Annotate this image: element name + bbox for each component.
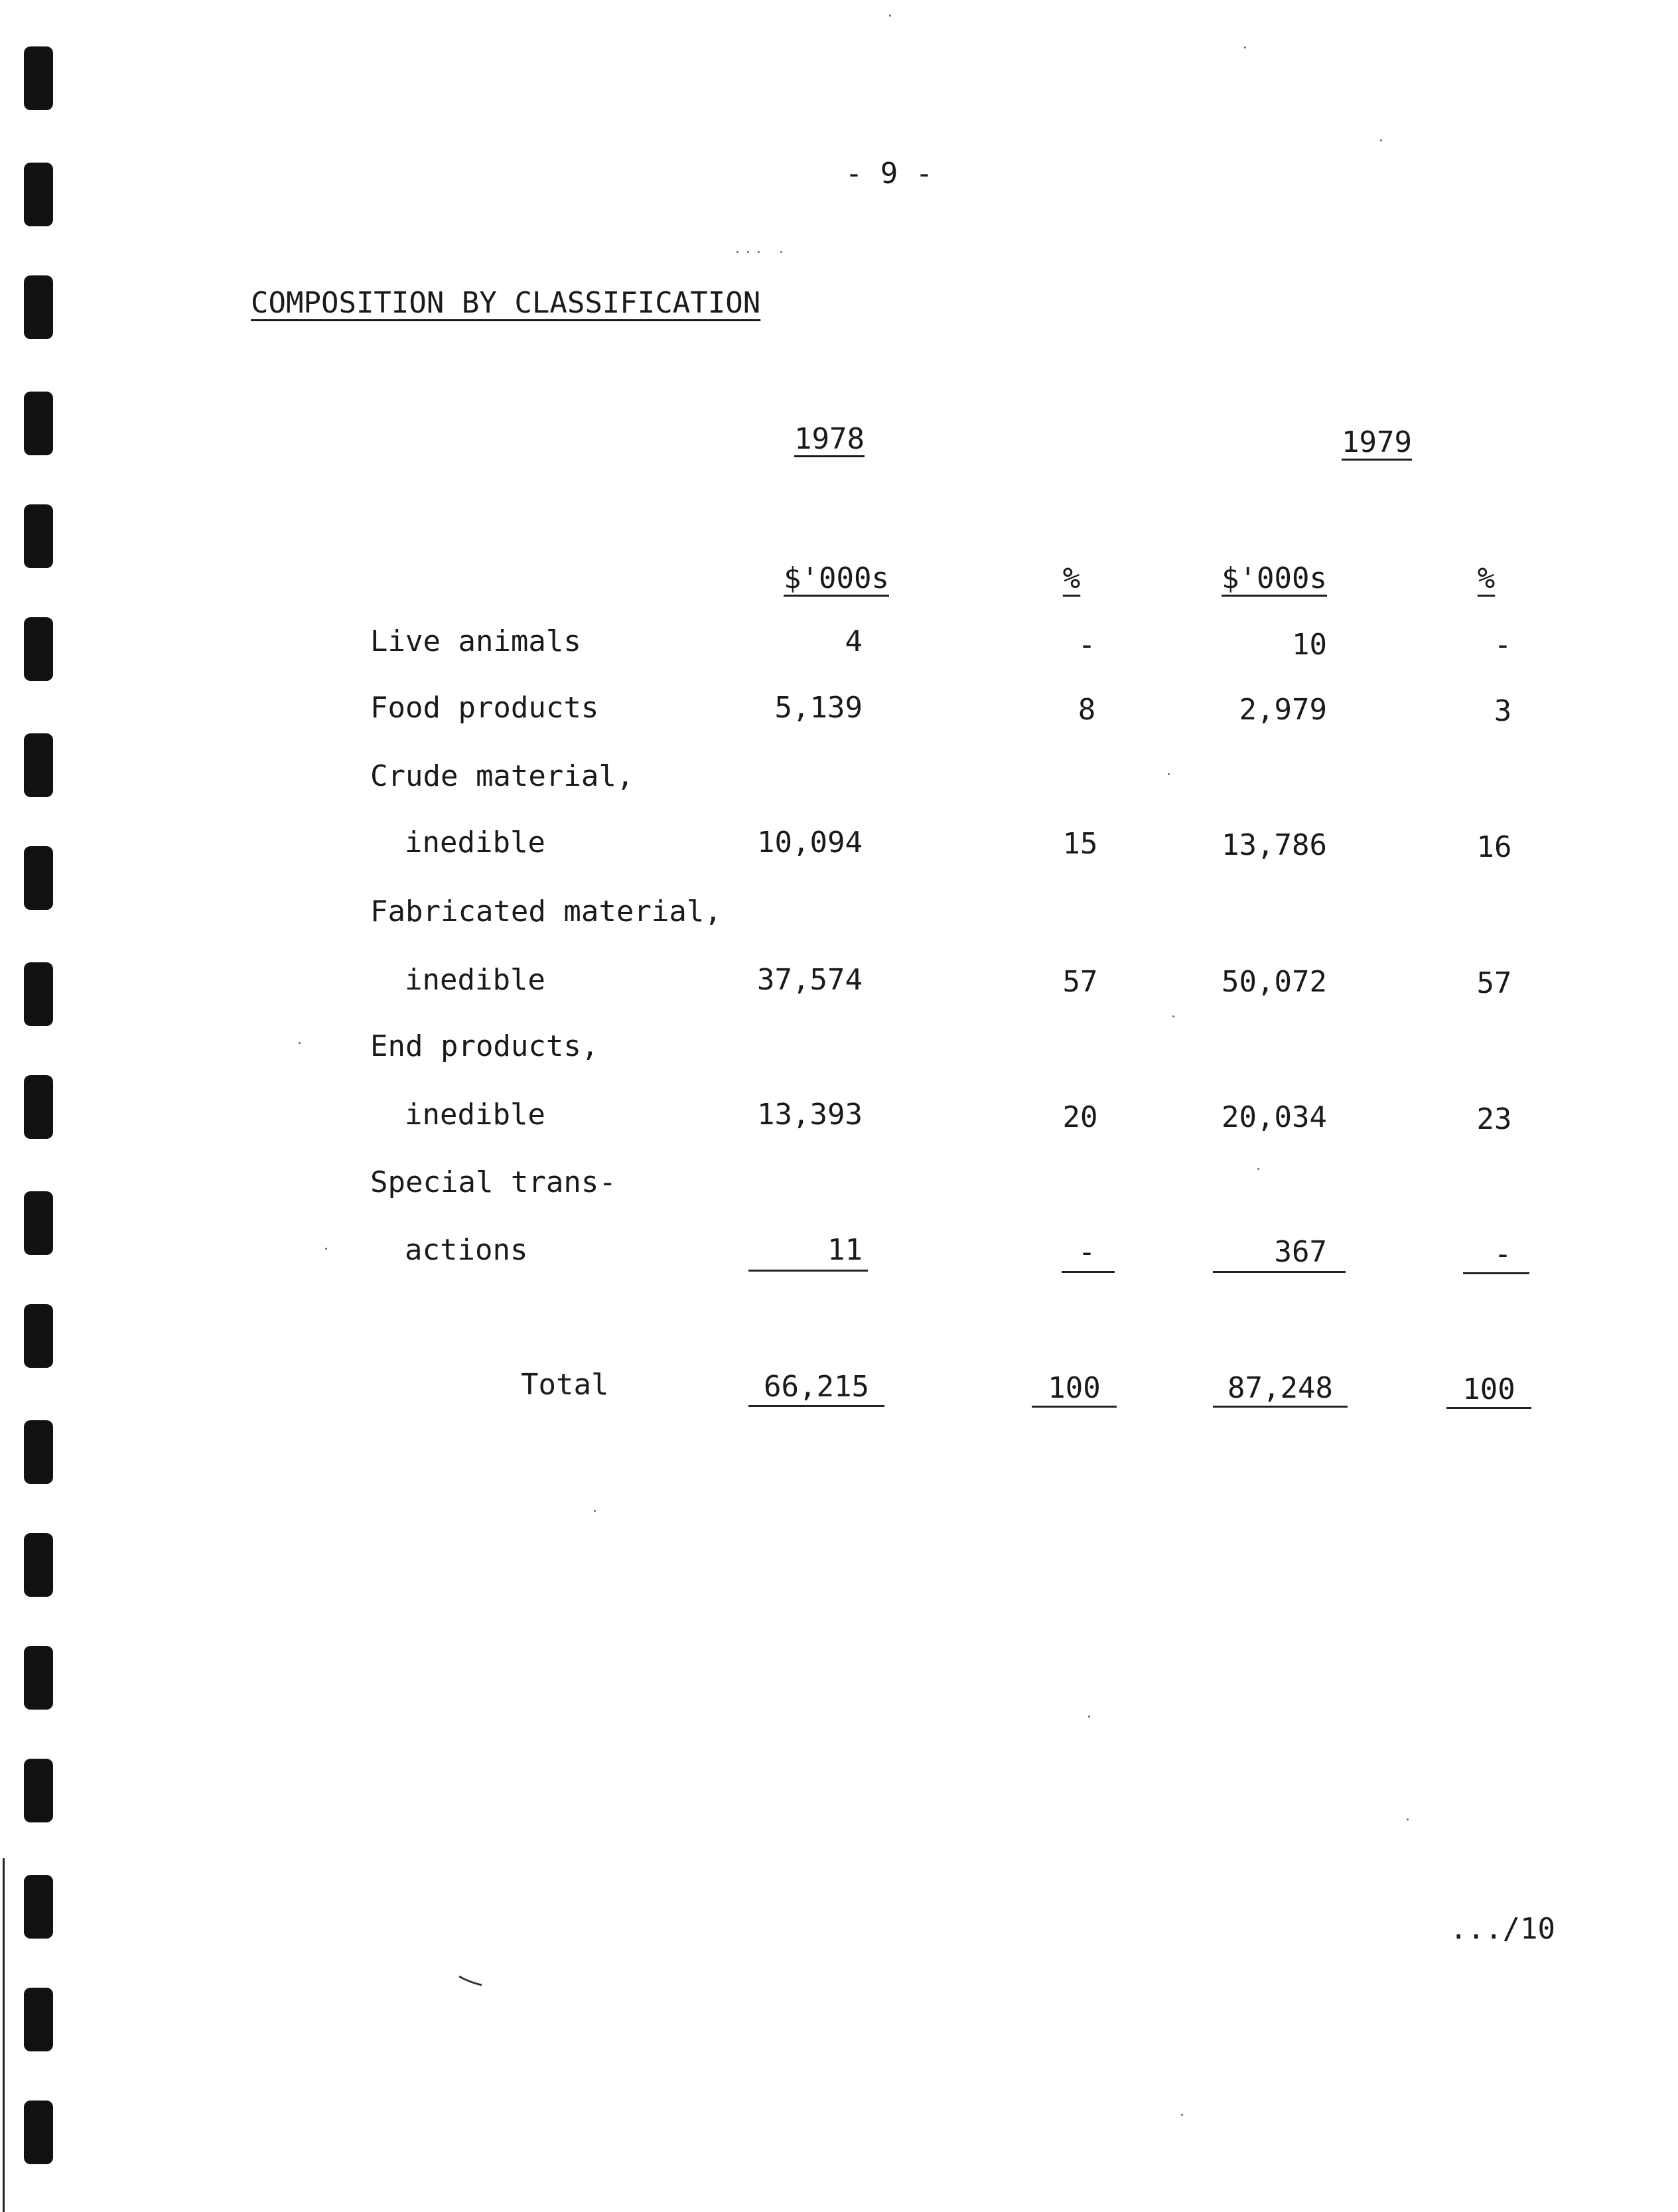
- scan-speck: [780, 251, 782, 253]
- stray-mark: [458, 1974, 484, 1988]
- row-label: Crude material,: [370, 759, 634, 793]
- scan-speck: [1172, 1015, 1174, 1017]
- row-label: End products,: [370, 1029, 599, 1063]
- row-value-1979: 2,979: [1239, 693, 1327, 727]
- row-value-1978: 5,139: [774, 691, 863, 725]
- subtotal-rule: [1213, 1271, 1346, 1273]
- page-number: - 9 -: [845, 157, 934, 190]
- column-header-value-1979: $'000s: [1222, 561, 1327, 595]
- row-value-1978: 13,393: [757, 1098, 863, 1132]
- column-header-percent-1978: %: [1062, 561, 1081, 595]
- binding-hole: [24, 1988, 53, 2051]
- row-label: Live animals: [370, 625, 581, 658]
- binding-hole: [24, 617, 53, 681]
- total-rule: [748, 1405, 884, 1407]
- row-percent-1979: 57: [1476, 966, 1512, 1000]
- row-percent-1979: 16: [1476, 830, 1512, 864]
- scan-speck: [594, 1510, 596, 1512]
- scan-speck: [889, 15, 891, 17]
- row-label: Food products: [370, 691, 599, 725]
- binding-hole: [24, 163, 53, 226]
- binding-hole: [24, 46, 53, 110]
- row-value-1979: 10: [1292, 628, 1327, 662]
- row-value-1978: 37,574: [757, 963, 863, 997]
- row-label-continuation: actions: [405, 1233, 528, 1267]
- row-percent-1978: 20: [1062, 1100, 1098, 1134]
- binding-hole: [24, 1875, 53, 1939]
- binding-hole: [24, 1759, 53, 1822]
- binding-hole: [24, 392, 53, 455]
- column-header-value-1978: $'000s: [784, 561, 889, 595]
- scan-speck: [736, 251, 738, 253]
- section-heading: COMPOSITION BY CLASSIFICATION: [251, 286, 761, 320]
- total-rule: [1446, 1407, 1531, 1409]
- row-label: Special trans-: [370, 1165, 616, 1199]
- row-value-1979: 13,786: [1222, 828, 1327, 862]
- binding-hole: [24, 1075, 53, 1139]
- row-percent-1978: -: [1078, 1235, 1096, 1269]
- row-label: Fabricated material,: [370, 895, 722, 928]
- binding-hole: [24, 1420, 53, 1484]
- scan-speck: [758, 251, 760, 253]
- binding-hole: [24, 1533, 53, 1597]
- subtotal-rule: [1463, 1272, 1529, 1274]
- row-value-1978: 11: [827, 1233, 863, 1267]
- continuation-marker: .../10: [1450, 1912, 1555, 1946]
- scan-speck: [325, 1248, 327, 1250]
- total-percent-1979: 100: [1462, 1372, 1515, 1406]
- scan-speck: [1088, 1716, 1090, 1718]
- binding-hole: [24, 1191, 53, 1255]
- binding-hole: [24, 1304, 53, 1368]
- row-label-continuation: inedible: [405, 1098, 545, 1132]
- year-header-1978: 1978: [794, 422, 865, 456]
- total-value-1979: 87,248: [1227, 1371, 1333, 1405]
- binding-hole: [24, 275, 53, 339]
- row-percent-1979: 23: [1476, 1102, 1512, 1136]
- year-header-1979: 1979: [1342, 425, 1412, 459]
- row-value-1978: 10,094: [757, 826, 863, 859]
- binding-hole: [24, 2101, 53, 2164]
- row-value-1979: 50,072: [1222, 965, 1327, 999]
- column-header-percent-1979: %: [1477, 561, 1496, 595]
- row-value-1979: 367: [1274, 1235, 1327, 1269]
- scan-speck: [1257, 1168, 1259, 1170]
- row-percent-1978: 57: [1062, 965, 1098, 999]
- subtotal-rule: [1062, 1271, 1115, 1273]
- total-label: Total: [521, 1368, 609, 1402]
- scan-speck: [747, 251, 749, 253]
- scan-speck: [1168, 773, 1170, 775]
- binding-edge: [3, 1858, 5, 2212]
- row-percent-1979: -: [1494, 1237, 1512, 1271]
- total-rule: [1032, 1406, 1117, 1408]
- total-value-1978: 66,215: [764, 1370, 869, 1404]
- scan-speck: [1380, 139, 1382, 141]
- row-percent-1978: 8: [1078, 693, 1096, 727]
- binding-hole: [24, 504, 53, 568]
- row-percent-1978: -: [1078, 628, 1096, 662]
- scan-speck: [299, 1042, 301, 1044]
- binding-hole: [24, 846, 53, 910]
- row-percent-1978: 15: [1062, 827, 1098, 861]
- total-rule: [1213, 1406, 1348, 1408]
- binding-hole: [24, 1646, 53, 1710]
- row-value-1978: 4: [845, 625, 863, 658]
- subtotal-rule: [748, 1270, 868, 1272]
- scan-speck: [1181, 2114, 1183, 2116]
- row-value-1979: 20,034: [1222, 1100, 1327, 1134]
- scan-speck: [1244, 46, 1246, 48]
- total-percent-1978: 100: [1048, 1371, 1101, 1405]
- row-label-continuation: inedible: [405, 963, 545, 997]
- row-percent-1979: 3: [1494, 694, 1512, 728]
- row-percent-1979: -: [1494, 628, 1512, 662]
- binding-hole: [24, 733, 53, 797]
- scan-speck: [1407, 1818, 1409, 1820]
- binding-hole: [24, 962, 53, 1026]
- row-label-continuation: inedible: [405, 826, 545, 859]
